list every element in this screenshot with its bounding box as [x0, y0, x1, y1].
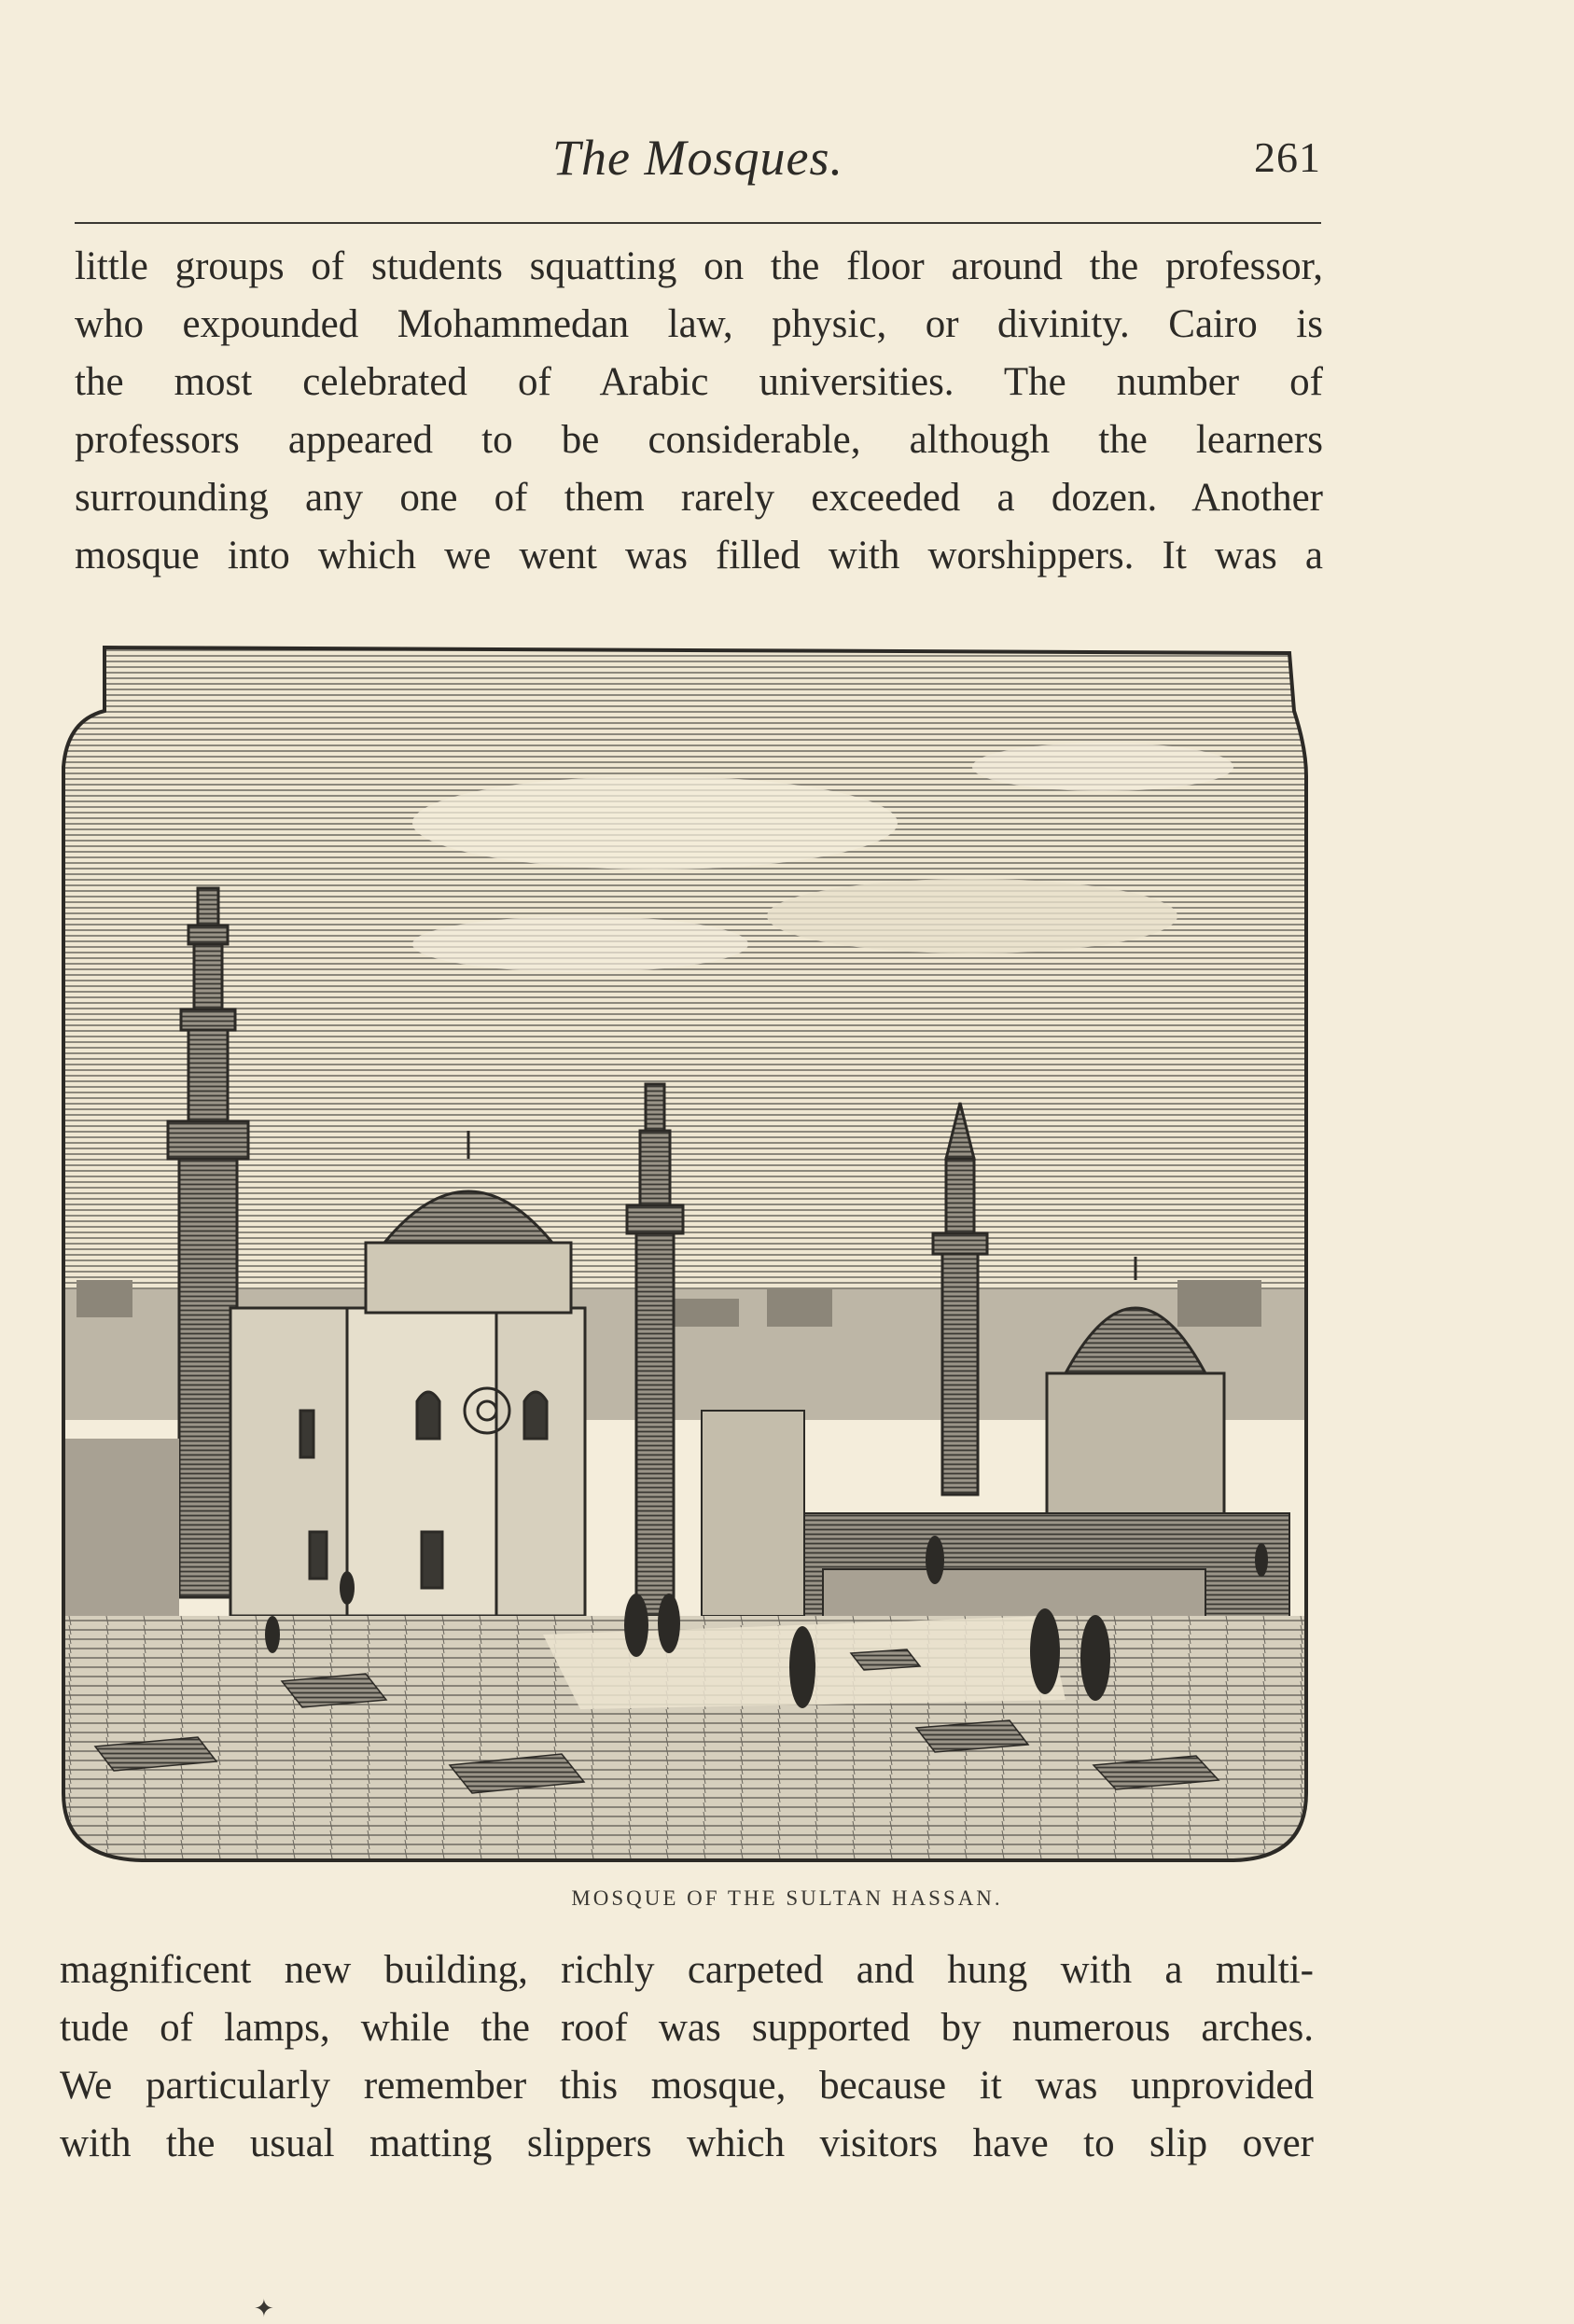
text-line: We particularly remember this mosque, because it was unprovided — [60, 2064, 1314, 2108]
text-line: magnificent new building, richly carpeted and hung with a multi- — [60, 1948, 1314, 1992]
figure-caption: MOSQUE OF THE SULTAN HASSAN. — [571, 1886, 1003, 1910]
ink-speck: ✦ — [254, 2295, 274, 2322]
text-line: who expounded Mohammedan law, physic, or divinity. Cairo is — [75, 302, 1323, 346]
text-line: surrounding any one of them rarely exceeded a dozen. Another — [75, 476, 1323, 520]
page-number: 261 — [1254, 133, 1321, 181]
text-line: tude of lamps, while the roof was supported by numerous arches. — [60, 2006, 1314, 2050]
text-line: professors appeared to be considerable, although the learners — [75, 418, 1323, 462]
text-line: the most celebrated of Arabic universities. The number of — [75, 360, 1323, 404]
paragraph-bottom — [60, 1941, 1314, 2173]
mosque-engraving — [58, 636, 1319, 1870]
text-line: mosque into which we went was filled with worshippers. It was a — [75, 534, 1323, 578]
paragraph-top — [75, 238, 1323, 585]
running-head — [75, 121, 1321, 187]
text-line: little groups of students squatting on the floor around the professor, — [75, 244, 1323, 288]
text-line: with the usual matting slippers which visitors have to slip over — [60, 2122, 1314, 2165]
header-rule — [75, 222, 1321, 224]
running-title: The Mosques. — [552, 130, 843, 186]
